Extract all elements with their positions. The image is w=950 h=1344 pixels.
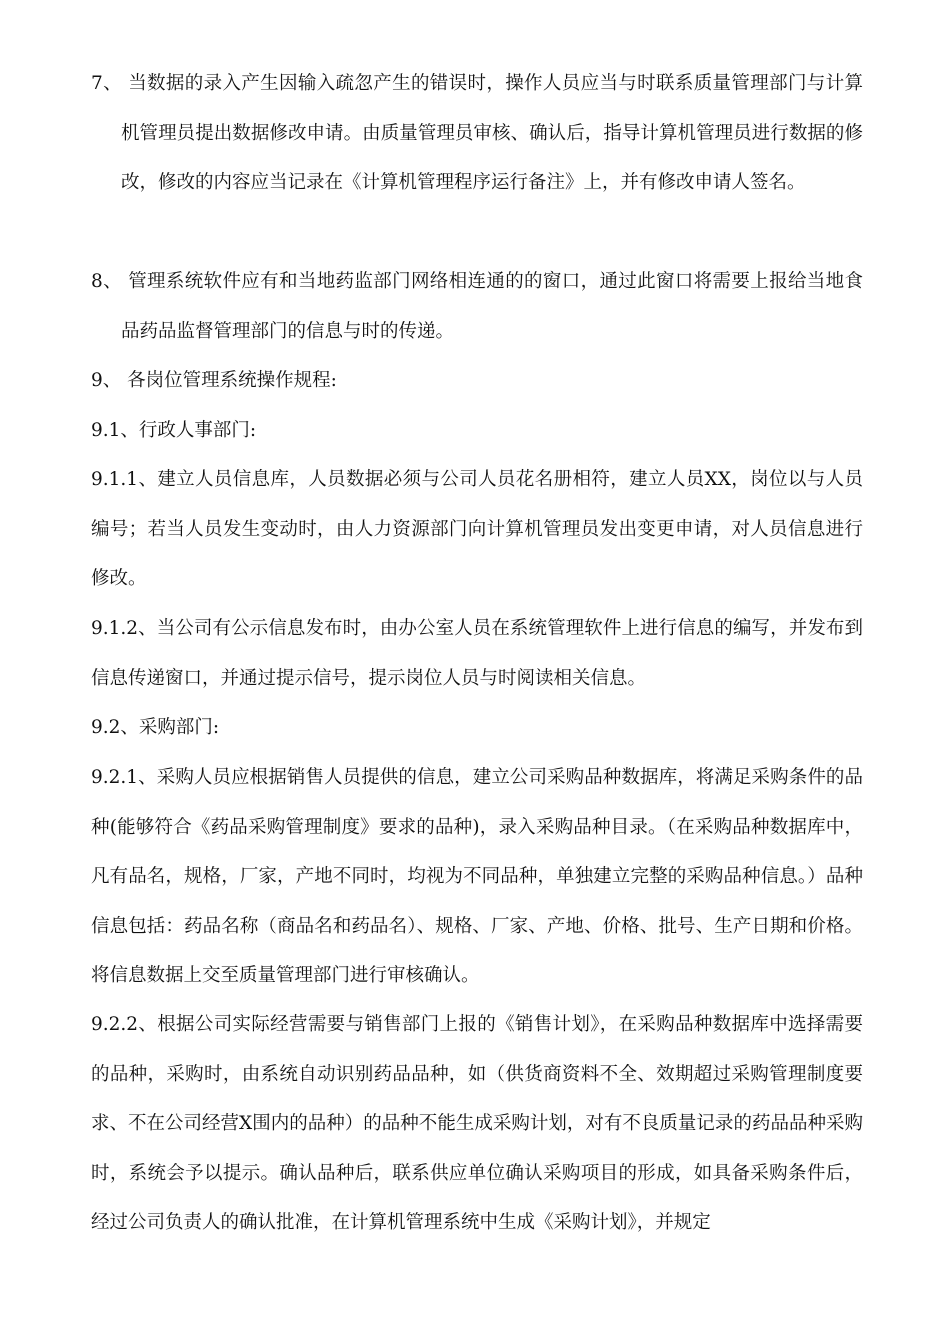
paragraph-9-2-2: 9.2.2、根据公司实际经营需要与销售部门上报的《销售计划》，在采购品种数据库中选择需要的品种，采购时，由系统自动识别药品品种，如（供货商资料不全、效期超过采购管理制度要求、不在公司经营X围内的品种）的品种不能生成采购计划，对有不良质量记录的药品品种采购时，系统会予以提示。确认品种后，联系供应单位确认采购项目的形成，如具备采购条件后，经过公司负责人的确认批准，在计算机管理系统中生成《采购计划》，并规定	[91, 1014, 863, 1234]
paragraph-8: 8、 管理系统软件应有和当地药监部门网络相连通的的窗口，通过此窗口将需要上报给当地食品药品监督管理部门的信息与时的传递。	[91, 271, 863, 342]
paragraph-9-1-2: 9.1.2、当公司有公示信息发布时，由办公室人员在系统管理软件上进行信息的编写，并发布到信息传递窗口，并通过提示信号，提示岗位人员与时阅读相关信息。	[91, 618, 863, 689]
paragraph-9-2: 9.2、采购部门:	[91, 717, 220, 738]
paragraph-9-1: 9.1、行政人事部门:	[91, 420, 257, 441]
paragraph-9-2-1: 9.2.1、采购人员应根据销售人员提供的信息，建立公司采购品种数据库，将满足采购条件的品种(能够符合《药品采购管理制度》要求的品种)，录入采购品种目录。（在采购品种数据库中，凡有品名，规格，厂家，产地不同时，均视为不同品种，单独建立完整的采购品种信息。）品种信息包括：药品名称（商品名和药品名）、规格、厂家、产地、价格、批号、生产日期和价格。将信息数据上交至质量管理部门进行审核确认。	[91, 767, 863, 987]
paragraph-7: 7、 当数据的录入产生因输入疏忽产生的错误时，操作人员应当与时联系质量管理部门与计算机管理员提出数据修改申请。由质量管理员审核、确认后，指导计算机管理员进行数据的修改，修改的内容应当记录在《计算机管理程序运行备注》上，并有修改申请人签名。	[91, 73, 863, 194]
paragraph-9-1-1: 9.1.1、建立人员信息库，人员数据必须与公司人员花名册相符，建立人员XX，岗位以与人员编号；若当人员发生变动时，由人力资源部门向计算机管理员发出变更申请，对人员信息进行修改。	[91, 469, 863, 590]
paragraph-9: 9、 各岗位管理系统操作规程:	[91, 370, 337, 391]
